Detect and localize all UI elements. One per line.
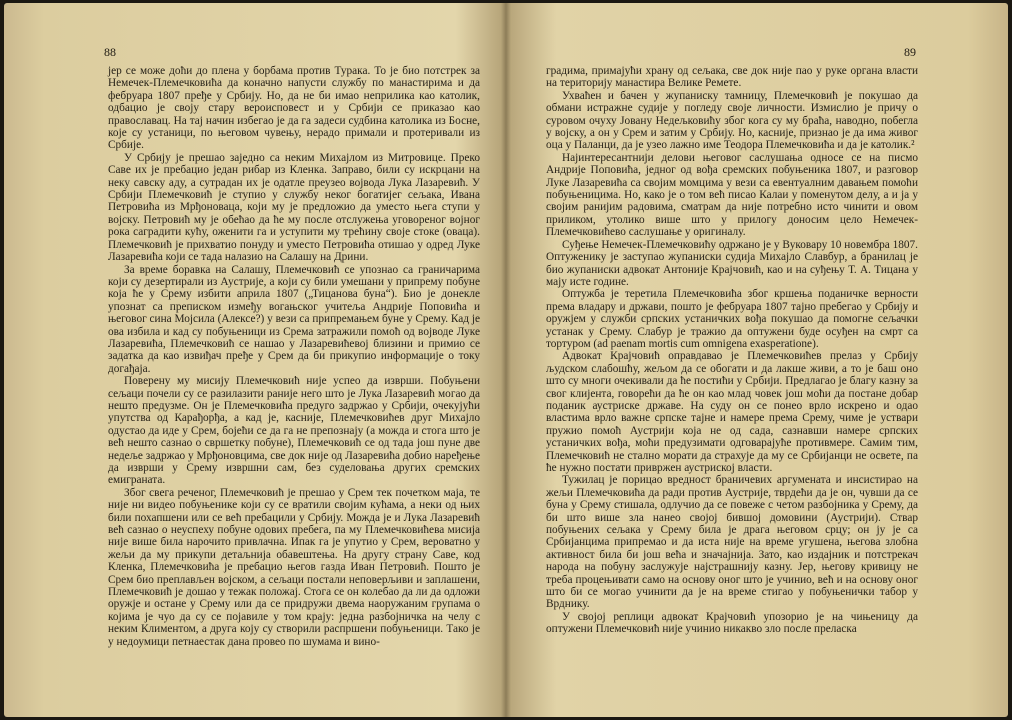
paragraph: градима, примајући храну од сељака, све док није пао у руке органа власти на територију манастира Велике Ремете.	[546, 65, 918, 90]
book-spread	[4, 3, 1008, 717]
page-body	[546, 65, 918, 636]
paragraph: У Србију је прешао заједно са неким Михајлом из Митровице. Преко Саве их је пребацио један рибар из Кленка. Заправо, били су искрцани на неку савску аду, а сутрадан их је одатле преузео војвода Лука Лазаревић. У Србији Племечковић је ступио у службу неког богатијег сељака, Ивана Петровића из Мрђоноваца, који му је предложио да уместо њега ступи у војску. Петровић му је обећао да ће му после отслужења уговореног војног рока саградити кућу, оженити га и уступити му трећину своје стоке (оваца). Племечковић је прихватио понуду и уместо Петровића отишао у одред Луке Лазаревића који се тада налазио на Салашу на Дрини.	[108, 151, 480, 264]
left-page	[4, 3, 506, 717]
paragraph: У својој реплици адвокат Крајчовић упозорио је на чињеницу да оптужени Племечковић није учинио никакво зло после прелаcка	[546, 610, 918, 636]
paragraph: Најинтересантнији делови његовог саслушања односе се на писмо Андрије Поповића, једног од вођа сремских побуњеника 1807, и разговор Луке Лазаревића са својим момцима у вези са евентуалним давањем помоћи побуњеницима. Но, како је о том већ писао Калаи у поменутом делу, а и ја у својим ранијим радовима, сматрам да није потребно исто чинити и овом приликом, утолико више што у прилогу доносим цело Немечек-Племечковићево саслушање у оригиналу.	[546, 151, 918, 239]
paragraph: Суђење Немечек-Племечковићу одржано је у Вуковару 10 новембра 1807. Оптуженику је заступао жупаниски судија Михајло Славбур, а бранилац је био жупаниски адвокат Антоније Крајчовић, као и на суђењу Т. А. Тицана у мају исте године.	[546, 238, 918, 288]
paragraph: Оптужба је теретила Племечковића због кршења поданичке верности према владару и држави, пошто је фебруара 1807 тајно пребегао у Србију и оружјем у служби српских устаничких вођа покушао да помогне сељачки устанак у Срему. Слабур је тражио да оптужени буде осуђен на смрт са тортуром (ad paenam mortis cum omnigena exasperatione).	[546, 288, 918, 350]
page-body	[108, 65, 480, 648]
paragraph: јер се може доћи до плена у борбама против Турака. То је био потстрек за Немечек-Племечковића да коначно напусти службу по манастирима и да фебруара 1807 пређе у Србију. Но, да не би имао неприлика као католик, одбацио је своју стару вероисповест и у Србији се приказао као православац. На тај начин избегао је да га задеси судбина католика из Босне, које су устаници, по његовом чувењу, нерадо примали и протеривали из Србије.	[108, 65, 480, 152]
paragraph: За време боравка на Салашу, Племечковић се упознао са граничарима који су дезертирали из Аустрије, а који су били умешани у припрему побуне која ће у Срему избити априла 1807 („Тицанова буна“). Био је донекле упознат са преписком између вогањског учитеља Андрије Поповића и његовог сина Мојсила (Алексе?) у вези са припремањем буне у Срему. Кад је ова избила и кад су побуњеници из Срема затражили помоћ од војводе Луке Лазаревића, Племечковић се нашао у Лазаревићевој близини и примио се задатка да као извиђач пређе у Срем да би прикупио информације о току догађаја.	[108, 263, 480, 375]
page-number: 88	[104, 45, 116, 59]
right-page	[506, 3, 1008, 717]
page-number: 89	[904, 45, 916, 59]
paragraph: Ухваћен и бачен у жупаниску тамницу, Племечковић је покушао да обмани истражне судије у погледу своје личности. Измислио је причу о суровом очуху Јовану Недељковићу због кога су му браћа, наводно, побегла у војску, а он у Срем и затим у Србију. Но, касније, признао је да има живог оца у Паланци, да је узео лажно име Теодора Племечковића и да је католик.²	[546, 89, 918, 152]
paragraph: Поверену му мисију Племечковић није успео да изврши. Побуњени сељаци почели су се разилазити раније него што је Лука Лазаревић могао да нешто предузме. Он је Племечковића предуго задржао у Србији, очекујући упутства од Карађорђа, а кад је, касније, Племечковићев друг Михајло одустао да иде у Срем, бојећи се да га не препознају (а можда и стога што је већ нешто сазнао о свршетку побуне), Племечковић се од тада још пуне две недеље задржао у Мрђоновцима, све док није од Лазаревића добио наређење да изврши у Срему извршни сам, без суделовања других сремских емиграната.	[108, 375, 480, 487]
paragraph: Тужилац је порицао вредност браничевих аргумената и инсистирао на жељи Племечковића да ради против Аустрије, тврдећи да је он, чувши да се буна у Срему стишала, одлучио да се повеже с четом разбојника у Срему, да би што више зла нанео својој бившој домовини (Аустрији). Ствар побуњених сељака у Срему била је драга његовом срцу; он ју је са Србијанцима припремао и да иста није на време угушена, његова злобна активност била би још већа и значајнија. Зато, као издајник и потстрекач народа на побуну заслужује најстрашнију казну. Јер, његову кривицу не треба процењивати само на основу оног што је учинио, већ и на основу оног што би се могао учинити да је на време стигао у побуњенички табор у Врднику.	[546, 474, 918, 611]
paragraph: Због свега реченог, Племечковић је прешао у Срем тек почетком маја, те није ни видео побуњенике који су се вратили својим кућама, а неки од њих били похапшени или се већ пребацили у Србију. Можда је и Лука Лазаревић већ сазнао о неуспеху побуне одових пребега, па му Племечковићева мисија није више била нарочито привлачна. Ипак га је упутио у Срем, вероватно у жељи да му прикупи детаљнија обавештења. На другу страну Саве, код Кленка, Племечковића је пребацио његов газда Иван Петровић. Пошто је Срем био преплављен војском, а сељаци постали неповерљиви и заплашени, Племечковић је дошао у тежак положај. Стога се он колебао да ли да одложи оружје и остане у Срему или да се придружи двема наоружаним групама о којима је чуо да су се појавиле у том крају: једна разбојничка на челу с неким Климентом, а друга коју су створили распршени побуњеници. Тако је у недоумици петнаестак дана провео по шумама и вино-	[108, 486, 480, 648]
paragraph: Адвокат Крајчовић оправдавао је Племечковићев прелаз у Србију људском слабошћу, жељом да се обогати и да лакше живи, а то је баш оно што су многи очекивали да ће постићи у Србији. Предлагао је благу казну за свог клијента, говорећи да ће он као млад човек још моћи да постане добар поданик аустриске државе. На суду он се понео врло искрено и одао властима врло важне српске тајне и намере према Срему, чиме је уствари пружио помоћ Аустрији која не од сада, сазнавши намере српских устаничких вођа, моћи предузимати одговарајуће противмере. Самим тим, Племечковић не стално морати да страхује да му се Србијанци не освете, па ће нужно постати привржен аустриској власти.	[546, 350, 918, 474]
